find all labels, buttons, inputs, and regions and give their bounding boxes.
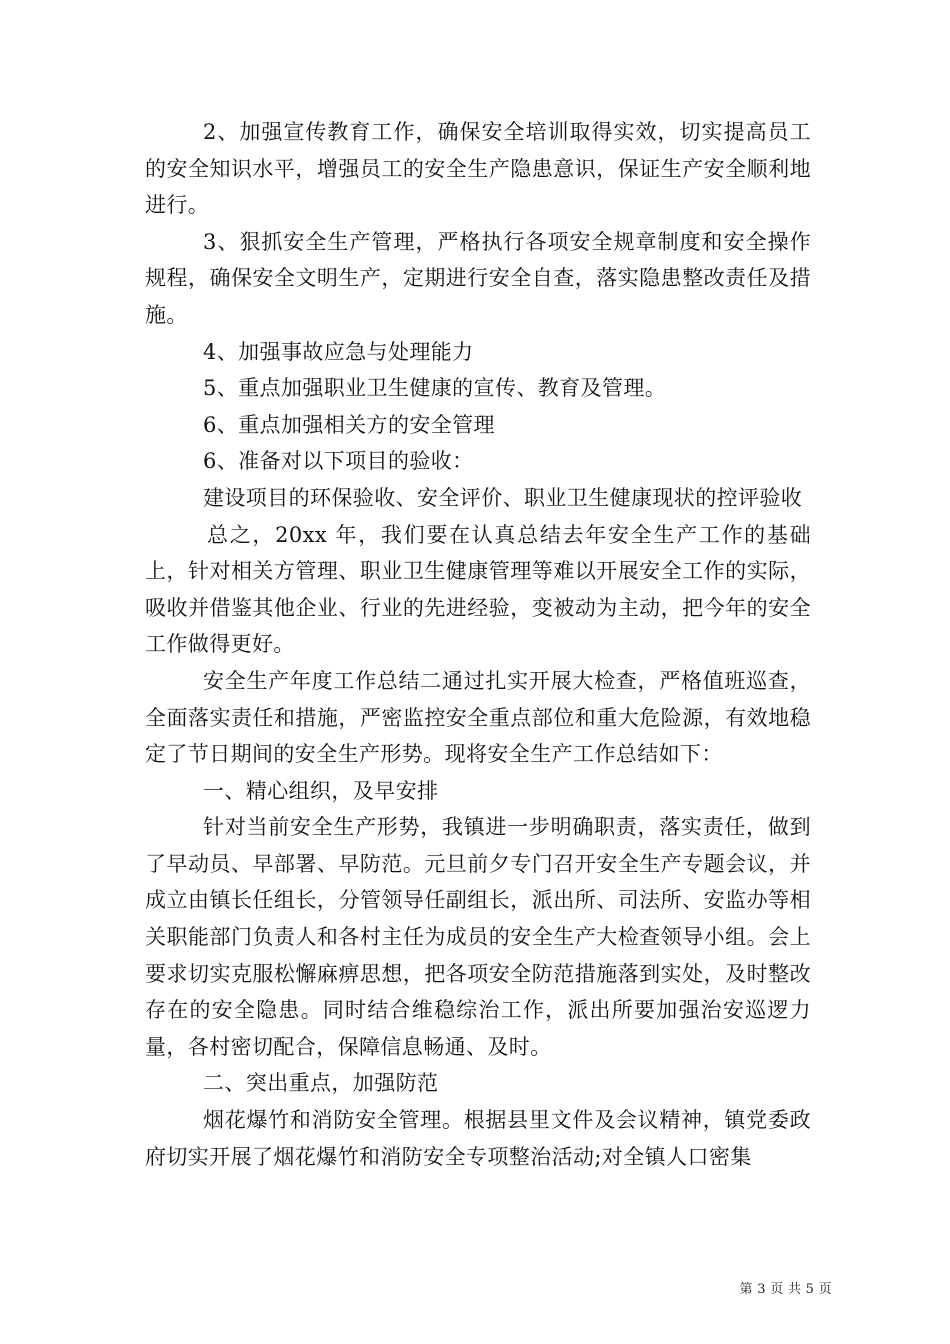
- paragraph-annual-summary-two: 安全生产年度工作总结二通过扎实开展大检查，严格值班巡查，全面落实责任和措施，严密监控安全重点部位和重大危险源，有效地稳定了节日期间的安全生产形势。现将安全生产工作总结如下：: [145, 668, 811, 767]
- paragraph-item-5: 5、重点加强职业卫生健康的宣传、教育及管理。: [203, 376, 667, 401]
- section-heading-one: 一、精心组织，及早安排: [203, 778, 439, 803]
- paragraph-organization: 针对当前安全生产形势，我镇进一步明确职责，落实责任，做到了早动员、早部署、早防范。元旦前夕专门召开安全生产专题会议，并成立由镇长任组长，分管领导任副组长，派出所、司法所、安监办等相关职能部门负责人和各村主任为成员的安全生产大检查领导小组。会上要求切实克服松懈麻痹思想，把各项安全防范措施落到实处，及时整改存在的安全隐患。同时结合维稳综治工作，派出所要加强治安巡逻力量，各村密切配合，保障信息畅通、及时。: [145, 815, 811, 1059]
- paragraph-summary: 总之，20xx 年，我们要在认真总结去年安全生产工作的基础上，针对相关方管理、职业卫生健康管理等难以开展安全工作的实际，吸收并借鉴其他企业、行业的先进经验，变被动为主动，把今年的安全工作做得更好。: [145, 522, 811, 657]
- paragraph-item-4: 4、加强事故应急与处理能力: [203, 339, 474, 364]
- paragraph-item-2: 2、加强宣传教育工作，确保安全培训取得实效，切实提高员工的安全知识水平，增强员工的安全生产隐患意识，保证生产安全顺利地进行。: [145, 120, 811, 218]
- page-number: 第 3 页 共 5 页: [739, 1282, 832, 1297]
- document-body: [145, 114, 811, 1175]
- paragraph-item-3: 3、狠抓安全生产管理，严格执行各项安全规章制度和安全操作规程，确保安全文明生产，定期进行安全自查，落实隐患整改责任及措施。: [145, 229, 811, 327]
- paragraph-fireworks-safety: 烟花爆竹和消防安全管理。根据县里文件及会议精神，镇党委政府切实开展了烟花爆竹和消防安全专项整治活动;对全镇人口密集: [145, 1108, 811, 1169]
- paragraph-item-6a: 6、重点加强相关方的安全管理: [203, 412, 495, 437]
- paragraph-item-6b: 6、准备对以下项目的验收：: [203, 449, 474, 474]
- section-heading-two: 二、突出重点，加强防范: [203, 1071, 439, 1096]
- paragraph-acceptance-items: 建设项目的环保验收、安全评价、职业卫生健康现状的控评验收: [203, 485, 803, 510]
